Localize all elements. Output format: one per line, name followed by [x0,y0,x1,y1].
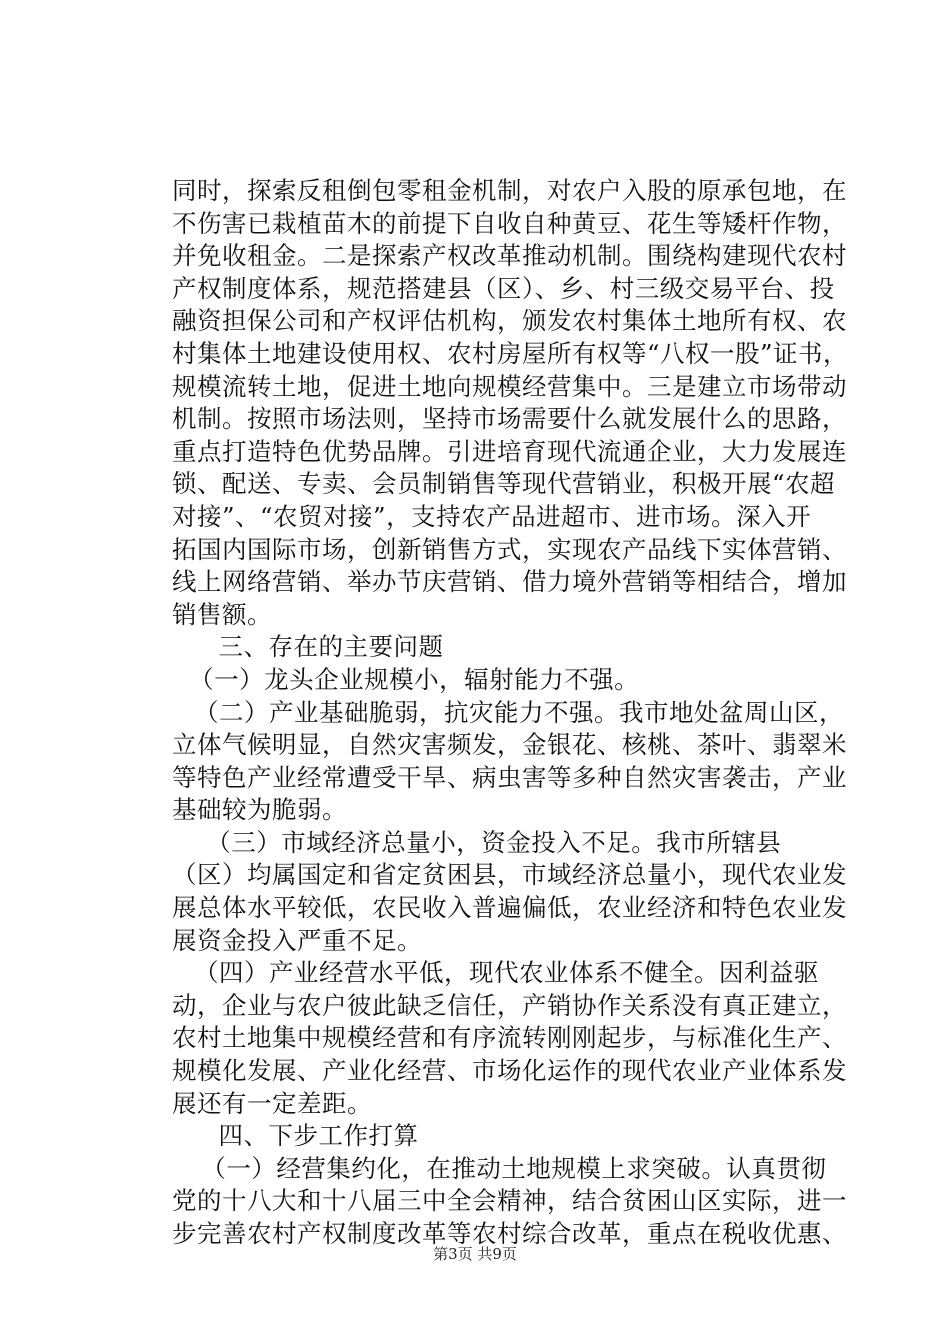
text-line: 融资担保公司和产权评估机构，颁发农村集体土地所有权、农 [172,306,847,336]
text-line: 等特色产业经常遭受干旱、病虫害等多种自然灾害袭击，产业 [172,762,847,792]
text-line: 立体气候明显，自然灾害频发，金银花、核桃、茶叶、翡翠米 [172,730,847,760]
text-line: 产权制度体系，规范搭建县（区）、乡、村三级交易平台、投 [172,273,835,303]
document-body [172,175,862,1251]
section-heading: 四、下步工作打算 [218,1121,419,1151]
subsection-heading: （一）龙头企业规模小，辐射能力不强。 [189,664,640,694]
text-line: 锁、配送、专卖、会员制销售等现代营销业，积极开展“农超 [172,469,836,499]
text-line: 重点打造特色优势品牌。引进培育现代流通企业，大力发展连 [172,436,847,466]
text-line: 线上网络营销、举办节庆营销、借力境外营销等相结合，增加 [172,567,847,597]
text-line: （三）市域经济总量小，资金投入不足。我市所辖县 [206,827,782,857]
text-line: 机制。按照市场法则，坚持市场需要什么就发展什么的思路， [172,404,847,434]
text-line: 党的十八大和十八届三中全会精神，结合贫困山区实际，进一 [172,1186,847,1216]
text-line: （区）均属国定和省定贫困县，市域经济总量小，现代农业发 [172,860,847,890]
text-line: （四）产业经营水平低，现代农业体系不健全。因利益驱 [194,958,820,988]
text-line: 并免收租金。二是探索产权改革推动机制。围绕构建现代农村 [172,241,847,271]
text-line: 同时，探索反租倒包零租金机制，对农户入股的原承包地，在 [172,176,847,205]
text-line: 销售额。 [172,599,272,629]
text-line: 展还有一定差距。 [172,1088,372,1118]
text-line: 拓国内国际市场，创新销售方式，实现农产品线下实体营销、 [172,534,847,564]
text-line: 农村土地集中规模经营和有序流转刚刚起步，与标准化生产、 [172,1023,847,1053]
text-line: 对接”、“农贸对接”，支持农产品进超市、进市场。深入开 [172,501,812,531]
section-heading: 三、存在的主要问题 [218,632,444,662]
text-line: 村集体土地建设使用权、农村房屋所有权等“八权一股”证书， [172,338,849,368]
text-line: 展资金投入严重不足。 [172,925,422,955]
text-line: 动，企业与农户彼此缺乏信任，产销协作关系没有真正建立， [172,990,847,1020]
text-line: （一）经营集约化，在推动土地规模上求突破。认真贯彻 [201,1153,827,1183]
text-line: 步完善农村产权制度改革等农村综合改革，重点在税收优惠、 [172,1219,847,1248]
text-line: 规模化发展、产业化经营、市场化运作的现代农业产业体系发 [172,1056,847,1086]
text-line: （二）产业基础脆弱，抗灾能力不强。我市地处盆周山区， [194,697,845,727]
text-line: 基础较为脆弱。 [172,795,347,825]
text-line: 展总体水平较低，农民收入普遍偏低，农业经济和特色农业发 [172,893,847,923]
page-number-footer: 第3页 共9页 [433,1245,517,1263]
text-line: 不伤害已栽植苗木的前提下自收自种黄豆、花生等矮杆作物， [172,208,847,238]
text-line: 规模流转土地，促进土地向规模经营集中。三是建立市场带动 [172,371,847,401]
